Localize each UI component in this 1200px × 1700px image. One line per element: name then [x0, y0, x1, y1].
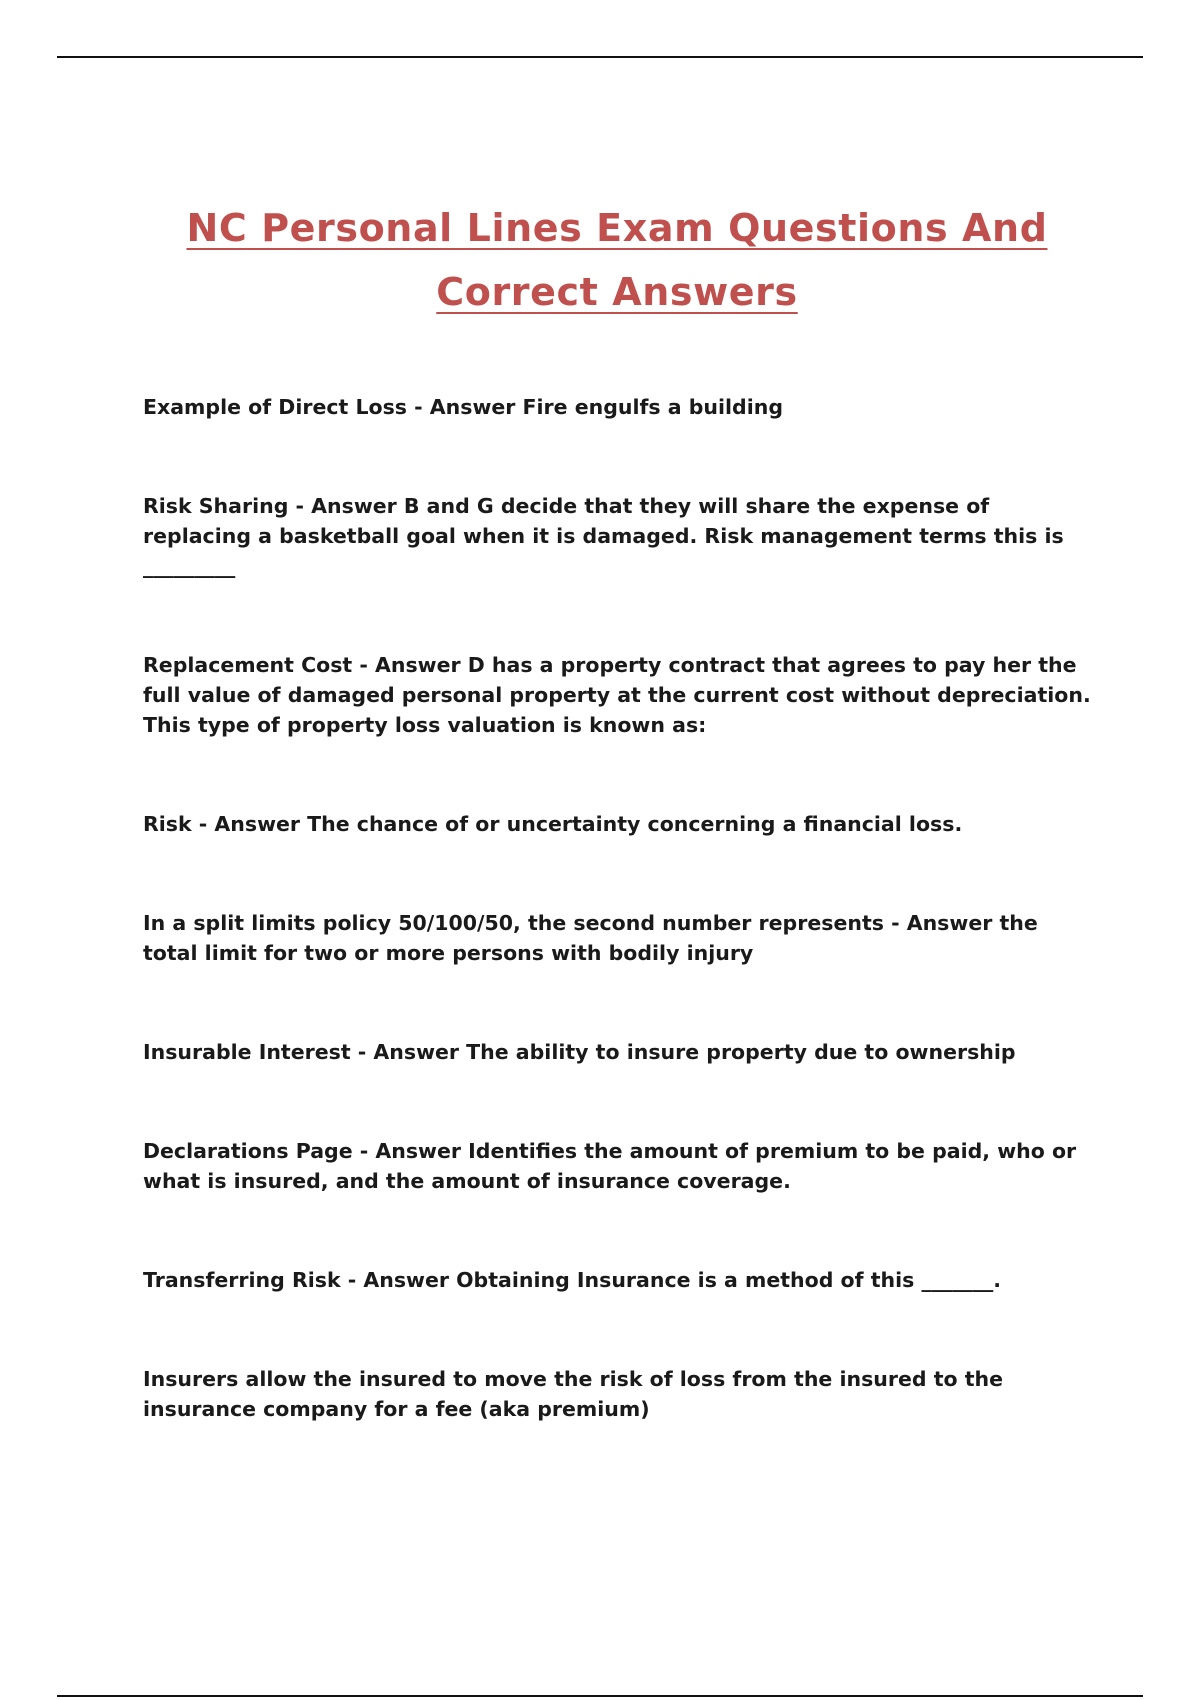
qa-item: Example of Direct Loss - Answer Fire engulfs a building: [143, 395, 784, 419]
title-line-2: Correct Answers: [436, 270, 798, 314]
qa-item: Declarations Page - Answer Identifies the amount of premium to be paid, who or what is insured, and the amount of insurance coverage.: [143, 1139, 1077, 1193]
qa-item: Risk - Answer The chance of or uncertainty concerning a financial loss.: [143, 812, 963, 836]
document-title: [0, 196, 1200, 324]
qa-item: Transferring Risk - Answer Obtaining Insurance is a method of this _______.: [143, 1268, 1001, 1292]
qa-item: Replacement Cost - Answer D has a property contract that agrees to pay her the full value of damaged personal property at the current cost without depreciation. This type of property loss valuation is known as:: [143, 653, 1091, 737]
qa-item: Insurable Interest - Answer The ability to insure property due to ownership: [143, 1040, 1016, 1064]
qa-item: In a split limits policy 50/100/50, the second number represents - Answer the total limit for two or more persons with bodily injury: [143, 911, 1038, 965]
qa-item: Insurers allow the insured to move the risk of loss from the insured to the insurance company for a fee (aka premium): [143, 1367, 1004, 1421]
title-line-1: NC Personal Lines Exam Questions And: [186, 206, 1048, 250]
qa-list: [143, 392, 1093, 1493]
bottom-rule: [57, 1695, 1143, 1697]
top-rule: [57, 56, 1143, 58]
qa-item: Risk Sharing - Answer B and G decide that they will share the expense of replacing a basketball goal when it is damaged. Risk management terms this is _________: [143, 494, 1064, 578]
